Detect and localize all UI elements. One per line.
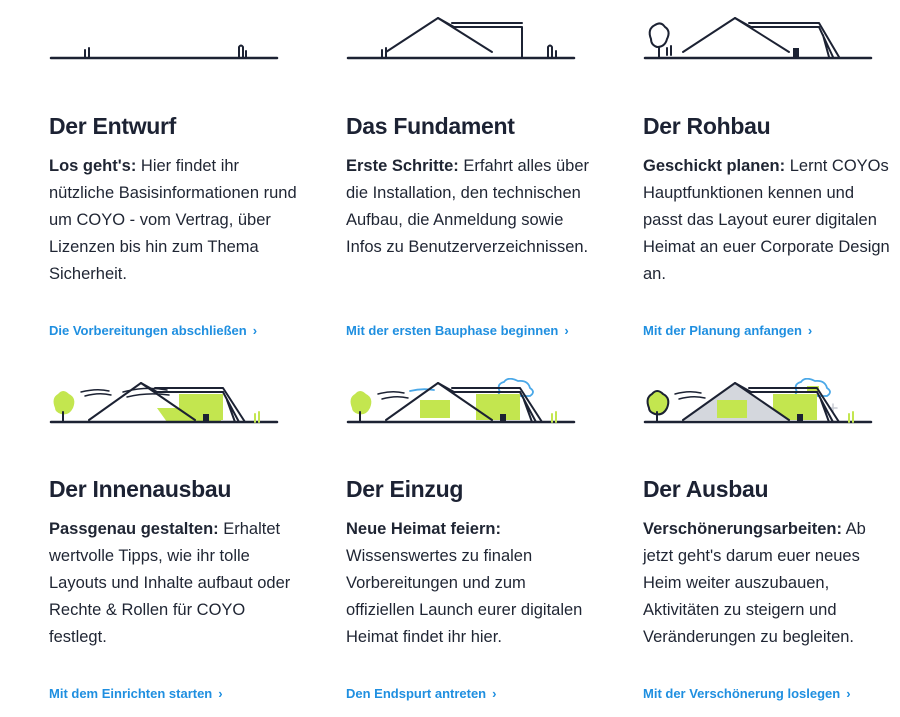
card-lead: Geschickt planen: bbox=[643, 157, 786, 175]
card-title: Das Fundament bbox=[346, 113, 515, 139]
card-lead: Erste Schritte: bbox=[346, 157, 459, 175]
card-link-label: Mit der Verschönerung loslegen bbox=[643, 686, 841, 701]
house-green-illustration bbox=[49, 378, 281, 440]
card-text: Erhaltet wertvolle Tipps, wie ihr tolle Layouts und Inhalte aufbaut oder Rechte & Rollen für COYO festlegt. bbox=[49, 520, 291, 646]
chevron-right-icon: › bbox=[564, 323, 569, 338]
card-text: Lernt COYOs Hauptfunktionen kennen und passt das Layout eurer digitalen Heimat an euer Corporate Design an. bbox=[643, 157, 890, 283]
card-text: Hier findet ihr nützliche Basisinformationen rund um COYO - vom Vertrag, über Lizenzen bis hin zum Thema Sicherheit. bbox=[49, 157, 297, 283]
card-description bbox=[346, 516, 596, 651]
card-link[interactable] bbox=[643, 323, 812, 338]
card-text: Erfahrt alles über die Installation, den technischen Aufbau, die Anmeldung sowie Infos zu Benutzerverzeichnissen. bbox=[346, 157, 590, 256]
card-text: Wissenswertes zu finalen Vorbereitungen und zum offiziellen Launch eurer digitalen Heimat findet ihr hier. bbox=[346, 547, 583, 646]
card-link-label: Mit der ersten Bauphase beginnen bbox=[346, 323, 559, 338]
chevron-right-icon: › bbox=[218, 686, 223, 701]
card-link[interactable] bbox=[643, 686, 851, 701]
card-description bbox=[49, 153, 299, 288]
card-link-label: Die Vorbereitungen abschließen bbox=[49, 323, 247, 338]
card-description bbox=[49, 516, 299, 651]
card-title: Der Ausbau bbox=[643, 476, 769, 502]
card-link[interactable] bbox=[346, 686, 496, 701]
card-lead: Verschönerungsarbeiten: bbox=[643, 520, 842, 538]
house-outline-illustration bbox=[346, 15, 578, 77]
card-title: Der Innenausbau bbox=[49, 476, 232, 502]
card-description bbox=[643, 153, 893, 288]
house-complete-illustration bbox=[643, 378, 875, 440]
card-link[interactable] bbox=[49, 323, 257, 338]
chevron-right-icon: › bbox=[807, 323, 813, 338]
card-link-label: Mit der Planung anfangen bbox=[643, 323, 802, 338]
chevron-right-icon: › bbox=[846, 686, 851, 701]
card-lead: Passgenau gestalten: bbox=[49, 520, 219, 538]
card-link[interactable] bbox=[49, 686, 223, 701]
card-title: Der Rohbau bbox=[643, 113, 771, 139]
ground-line-illustration bbox=[49, 15, 281, 77]
card-title: Der Einzug bbox=[346, 476, 464, 502]
card-lead: Neue Heimat feiern: bbox=[346, 520, 501, 538]
house-green-cloud-illustration bbox=[346, 378, 578, 440]
chevron-right-icon: › bbox=[252, 323, 258, 338]
card-link-label: Den Endspurt antreten bbox=[346, 686, 487, 701]
card-title: Der Entwurf bbox=[49, 113, 177, 139]
card-link[interactable] bbox=[346, 323, 569, 338]
card-lead: Los geht's: bbox=[49, 157, 137, 175]
card-description bbox=[346, 153, 596, 261]
house-with-tree-illustration bbox=[643, 15, 875, 77]
chevron-right-icon: › bbox=[492, 686, 497, 701]
card-link-label: Mit dem Einrichten starten bbox=[49, 686, 213, 701]
card-description bbox=[643, 516, 893, 651]
card-text: Ab jetzt geht's darum euer neues Heim weiter auszubauen, Aktivitäten zu steigern und Veränderungen zu begleiten. bbox=[643, 520, 866, 646]
